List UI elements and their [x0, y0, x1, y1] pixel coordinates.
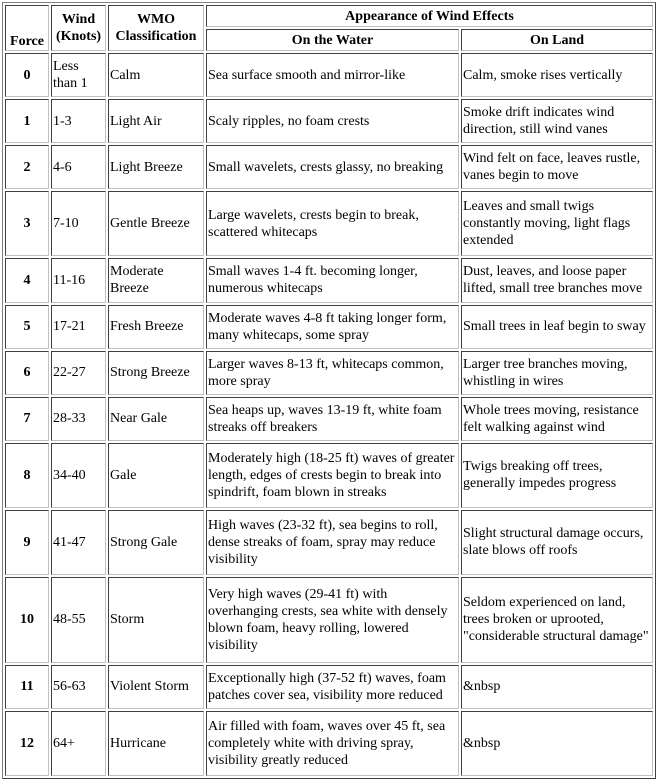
force-cell: 1 — [5, 99, 49, 143]
force-cell: 2 — [5, 145, 49, 189]
force-cell: 3 — [5, 191, 49, 256]
on-the-water-cell: High waves (23-32 ft), sea begins to roll, dense streaks of foam, spray may reduce visibility — [206, 510, 459, 575]
knots-cell: 22-27 — [51, 351, 106, 395]
table-row — [5, 443, 653, 508]
header-wind-knots — [51, 5, 106, 51]
force-cell: 4 — [5, 258, 49, 302]
table-row — [5, 577, 653, 663]
knots-cell: 11-16 — [51, 258, 106, 302]
table-row — [5, 305, 653, 349]
on-the-water-cell: Exceptionally high (37-52 ft) waves, foam patches cover sea, visibility more reduced — [206, 665, 459, 709]
on-land-cell: Larger tree branches moving, whistling in wires — [461, 351, 653, 395]
knots-cell: 56-63 — [51, 665, 106, 709]
knots-cell: Less than 1 — [51, 53, 106, 97]
knots-cell: 28-33 — [51, 397, 106, 441]
wmo-classification-cell: Calm — [108, 53, 204, 97]
wmo-classification-cell: Moderate Breeze — [108, 258, 204, 302]
table-row — [5, 145, 653, 189]
wmo-classification-cell: Near Gale — [108, 397, 204, 441]
knots-cell: 41-47 — [51, 510, 106, 575]
beaufort-scale-table — [2, 2, 656, 779]
on-land-cell: Leaves and small twigs constantly moving, light flags extended — [461, 191, 653, 256]
on-land-cell: Wind felt on face, leaves rustle, vanes begin to move — [461, 145, 653, 189]
on-the-water-cell: Air filled with foam, waves over 45 ft, sea completely white with driving spray, visibility greatly reduced — [206, 711, 459, 776]
on-land-cell: Small trees in leaf begin to sway — [461, 305, 653, 349]
on-the-water-cell: Moderately high (18-25 ft) waves of greater length, edges of crests begin to break into spindrift, foam blown in streaks — [206, 443, 459, 508]
table-row — [5, 397, 653, 441]
force-cell: 10 — [5, 577, 49, 663]
table-row — [5, 99, 653, 143]
knots-cell: 48-55 — [51, 577, 106, 663]
on-land-cell: Smoke drift indicates wind direction, still wind vanes — [461, 99, 653, 143]
knots-cell: 17-21 — [51, 305, 106, 349]
force-cell: 9 — [5, 510, 49, 575]
on-the-water-cell: Small wavelets, crests glassy, no breaking — [206, 145, 459, 189]
header-wind: Wind — [61, 12, 96, 27]
on-land-cell: Seldom experienced on land, trees broken or uprooted, "considerable structural damage" — [461, 577, 653, 663]
force-cell: 12 — [5, 711, 49, 776]
header-wmo-classification — [108, 5, 204, 51]
header-classification: Classification — [115, 29, 197, 44]
wmo-classification-cell: Gale — [108, 443, 204, 508]
header-appearance: Appearance of Wind Effects — [206, 5, 653, 27]
on-the-water-cell: Larger waves 8-13 ft, whitecaps common, more spray — [206, 351, 459, 395]
wmo-classification-cell: Light Air — [108, 99, 204, 143]
on-the-water-cell: Scaly ripples, no foam crests — [206, 99, 459, 143]
force-cell: 7 — [5, 397, 49, 441]
wmo-classification-cell: Storm — [108, 577, 204, 663]
wmo-classification-cell: Hurricane — [108, 711, 204, 776]
table-row — [5, 53, 653, 97]
header-knots: (Knots) — [55, 29, 102, 44]
table-row — [5, 351, 653, 395]
force-cell: 8 — [5, 443, 49, 508]
on-the-water-cell: Sea heaps up, waves 13-19 ft, white foam streaks off breakers — [206, 397, 459, 441]
knots-cell: 1-3 — [51, 99, 106, 143]
wmo-classification-cell: Strong Gale — [108, 510, 204, 575]
wmo-classification-cell: Light Breeze — [108, 145, 204, 189]
on-the-water-cell: Moderate waves 4-8 ft taking longer form, many whitecaps, some spray — [206, 305, 459, 349]
table-row — [5, 711, 653, 776]
on-land-cell: Twigs breaking off trees, generally impedes progress — [461, 443, 653, 508]
table-row — [5, 510, 653, 575]
header-on-land: On Land — [461, 29, 653, 51]
on-land-cell: Slight structural damage occurs, slate blows off roofs — [461, 510, 653, 575]
force-cell: 11 — [5, 665, 49, 709]
on-land-cell: &nbsp — [461, 711, 653, 776]
force-cell: 5 — [5, 305, 49, 349]
knots-cell: 7-10 — [51, 191, 106, 256]
knots-cell: 64+ — [51, 711, 106, 776]
table-row — [5, 258, 653, 302]
force-cell: 6 — [5, 351, 49, 395]
wmo-classification-cell: Gentle Breeze — [108, 191, 204, 256]
wmo-classification-cell: Violent Storm — [108, 665, 204, 709]
on-the-water-cell: Sea surface smooth and mirror-like — [206, 53, 459, 97]
on-the-water-cell: Small waves 1-4 ft. becoming longer, numerous whitecaps — [206, 258, 459, 302]
table-row — [5, 191, 653, 256]
header-force: Force — [5, 5, 49, 51]
on-the-water-cell: Large wavelets, crests begin to break, scattered whitecaps — [206, 191, 459, 256]
on-land-cell: &nbsp — [461, 665, 653, 709]
wmo-classification-cell: Fresh Breeze — [108, 305, 204, 349]
on-the-water-cell: Very high waves (29-41 ft) with overhanging crests, sea white with densely blown foam, heavy rolling, lowered visibility — [206, 577, 459, 663]
knots-cell: 34-40 — [51, 443, 106, 508]
header-on-the-water: On the Water — [206, 29, 459, 51]
on-land-cell: Calm, smoke rises vertically — [461, 53, 653, 97]
table-row — [5, 665, 653, 709]
on-land-cell: Whole trees moving, resistance felt walking against wind — [461, 397, 653, 441]
knots-cell: 4-6 — [51, 145, 106, 189]
on-land-cell: Dust, leaves, and loose paper lifted, small tree branches move — [461, 258, 653, 302]
force-cell: 0 — [5, 53, 49, 97]
wmo-classification-cell: Strong Breeze — [108, 351, 204, 395]
header-wmo: WMO — [136, 12, 176, 27]
